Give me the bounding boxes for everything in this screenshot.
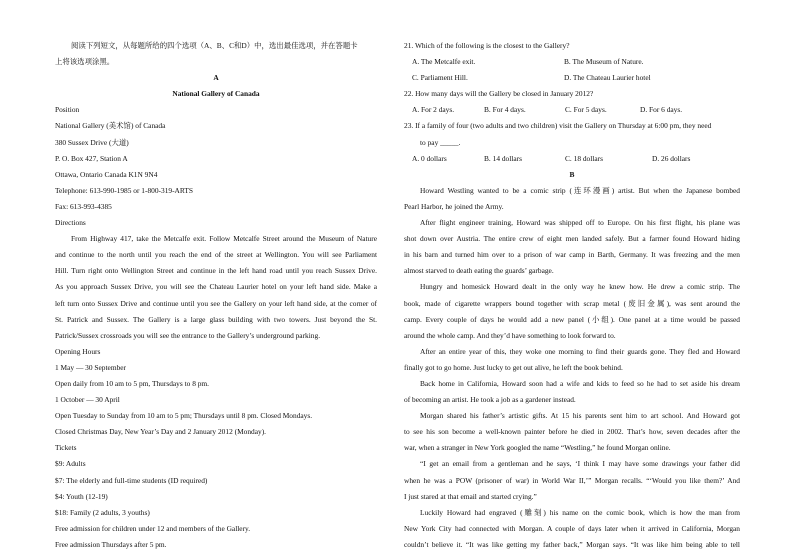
passage-b-line: in his barn and turned him over to a prison of war camp in Barth, Germany. It was freezing and the men [404, 250, 740, 260]
hours-line: 1 October — 30 April [55, 395, 120, 405]
directions-line: Patrick/Sussex crossroads you will see the entrance to the Gallery’s underground parking. [55, 330, 321, 340]
passage-b-line: Hungry and homesick Howard dealt in the only way he knew how. He drew a comic strip. The [420, 282, 740, 292]
opening-hours-heading: Opening Hours [55, 346, 101, 356]
question-23-stem: 23. If a family of four (two adults and two children) visit the Gallery on Thursday at 6:00 pm, they need [404, 121, 712, 131]
option-d: D. The Chateau Laurier hotel [564, 73, 651, 83]
passage-b-line: I just stared at that email and started crying.” [404, 491, 537, 501]
passage-b-line: Pearl Harbor, he joined the Army. [404, 201, 504, 211]
hours-line: 1 May — 30 September [55, 362, 127, 372]
instruction-line-2: 上将该选项涂黑。 [55, 57, 115, 67]
question-23-stem-cont: to pay _____. [420, 137, 461, 147]
passage-b-line: After flight engineer training, Howard was shipped off to Europe. On his first flight, his plane was [420, 218, 740, 228]
passage-b-line: of becoming an artist. He took a job as a gardener instead. [404, 395, 576, 405]
hours-line: Open Tuesday to Sunday from 10 am to 5 pm; Thursdays until 8 pm. Closed Mondays. [55, 411, 313, 421]
address-line: 380 Sussex Drive (大道) [55, 137, 129, 147]
passage-b-line: when he was a POW (prisoner of war) in World War II,’” Morgan recalls. “‘Would you like them?’ And [404, 475, 740, 485]
address-line: P. O. Box 427, Station A [55, 153, 128, 163]
passage-b-line: war, when a stranger in New York googled the name “Westling,” he found Morgan online. [404, 443, 671, 453]
question-21-options [404, 54, 740, 70]
passage-b-line: couldn’t believe it. “It was like getting my father back,” Morgan says. “It was like him being able to tell [404, 539, 740, 549]
left-column [55, 38, 377, 553]
passage-b-line: shot down over Austria. The entire crew of eight men landed safely. But a farmer found Howard hiding [404, 234, 740, 244]
passage-b-line: After an entire year of this, they woke one morning to find their guards gone. They fled and Howard [420, 346, 740, 356]
directions-heading: Directions [55, 218, 86, 228]
directions-line: left turn onto Sussex Drive and continue until you see the Gallery on your left hand side, at the corner of [55, 298, 377, 308]
option-b: B. 14 dollars [484, 153, 522, 163]
passage-b-line: New York City had connected with Morgan. A couple of days later when it arrived in California, Morgan [404, 523, 740, 533]
telephone-line: Telephone: 613-990-1985 or 1-800-319-ARTS [55, 185, 193, 195]
question-23-options [404, 151, 740, 167]
option-a: A. For 2 days. [412, 105, 455, 115]
option-d: D. 26 dollars [652, 153, 691, 163]
question-21-options [404, 70, 740, 86]
directions-line: St. Patrick and Sussex. The Gallery is a large glass building with two towers. Just beyond the St. [55, 314, 377, 324]
passage-b-line: to see his son become a well-known painter before he died in 2002. That’s how, seven decades after the [404, 427, 740, 437]
hours-line: Closed Christmas Day, New Year’s Day and 2 January 2012 (Monday). [55, 427, 267, 437]
tickets-heading: Tickets [55, 443, 77, 453]
ticket-line: Free admission Thursdays after 5 pm. [55, 539, 167, 549]
fax-line: Fax: 613-993-4385 [55, 201, 112, 211]
position-heading: Position [55, 105, 80, 115]
right-column [404, 38, 740, 553]
option-b: B. The Museum of Nature. [564, 57, 644, 67]
passage-b-line: Back home in California, Howard soon had a wife and kids to feed so he had to set aside his dream [420, 378, 740, 388]
directions-line: From Highway 417, take the Metcalfe exit. Follow Metcalfe Street around the Museum of Nature [71, 234, 377, 244]
hours-line: Open daily from 10 am to 5 pm, Thursdays to 8 pm. [55, 378, 210, 388]
passage-b-line: finally got to go home. Just lucky to get out alive, he left the book behind. [404, 362, 623, 372]
option-a: A. The Metcalfe exit. [412, 57, 476, 67]
option-c: C. 18 dollars [565, 153, 603, 163]
ticket-line: $4: Youth (12-19) [55, 491, 108, 501]
question-22-stem: 22. How many days will the Gallery be closed in January 2012? [404, 89, 594, 99]
address-line: Ottawa, Ontario Canada K1N 9N4 [55, 169, 158, 179]
passage-b-line: Morgan shared his father’s artistic gifts. At 15 his parents sent him to art school. And Howard got [420, 411, 740, 421]
ticket-line: $7: The elderly and full-time students (ID required) [55, 475, 208, 485]
section-a-label: A [213, 73, 219, 83]
option-c: C. Parliament Hill. [412, 73, 468, 83]
passage-b-line: almost starved to death eating the guards’ garbage. [404, 266, 554, 276]
option-a: A. 0 dollars [412, 153, 447, 163]
directions-line: and continue to the north until you reach the end of the street at Wellington. You will see Parliament [55, 250, 377, 260]
passage-b-line: book, made of cigarette wrappers bound together with scrap metal (废旧金属), was sent around the [404, 298, 740, 308]
ticket-line: Free admission for children under 12 and members of the Gallery. [55, 523, 251, 533]
passage-b-line: “I get an email from a gentleman and he says, ‘I think I may have some drawings your father did [420, 459, 740, 469]
question-22-options [404, 102, 740, 118]
option-d: D. For 6 days. [640, 105, 683, 115]
section-b-label: B [569, 169, 575, 179]
passage-b-line: Luckily Howard had engraved (雕刻) his name on the comic book, which is how the man from [420, 507, 740, 517]
passage-a-title: National Gallery of Canada [172, 89, 260, 99]
ticket-line: $18: Family (2 adults, 3 youths) [55, 507, 150, 517]
ticket-line: $9: Adults [55, 459, 86, 469]
passage-b-line: Howard Westling wanted to be a comic strip (连环漫画) artist. But when the Japanese bombed [420, 185, 740, 195]
directions-line: Hill. Turn right onto Wellington Street and continue in the left hand road until you reach Sussex Drive. [55, 266, 377, 276]
question-21-stem: 21. Which of the following is the closest to the Gallery? [404, 41, 570, 50]
directions-line: As you approach Sussex Drive, you will see the Chateau Laurier hotel on your left hand side. Make a [55, 282, 377, 292]
passage-b-line: around the whole camp. And they’d have something to look forward to. [404, 330, 616, 340]
option-c: C. For 5 days. [565, 105, 607, 115]
passage-b [404, 183, 740, 553]
address-line: National Gallery (美术馆) of Canada [55, 121, 166, 131]
instruction-line-1: 阅读下列短文，从每题所给的四个选项（A、B、C和D）中，选出最佳选项，并在答题卡 [71, 41, 358, 50]
option-b: B. For 4 days. [484, 105, 526, 115]
passage-b-line: camp. Every couple of days he would add a new panel (小组). One panel at a time would be passed [404, 314, 740, 324]
